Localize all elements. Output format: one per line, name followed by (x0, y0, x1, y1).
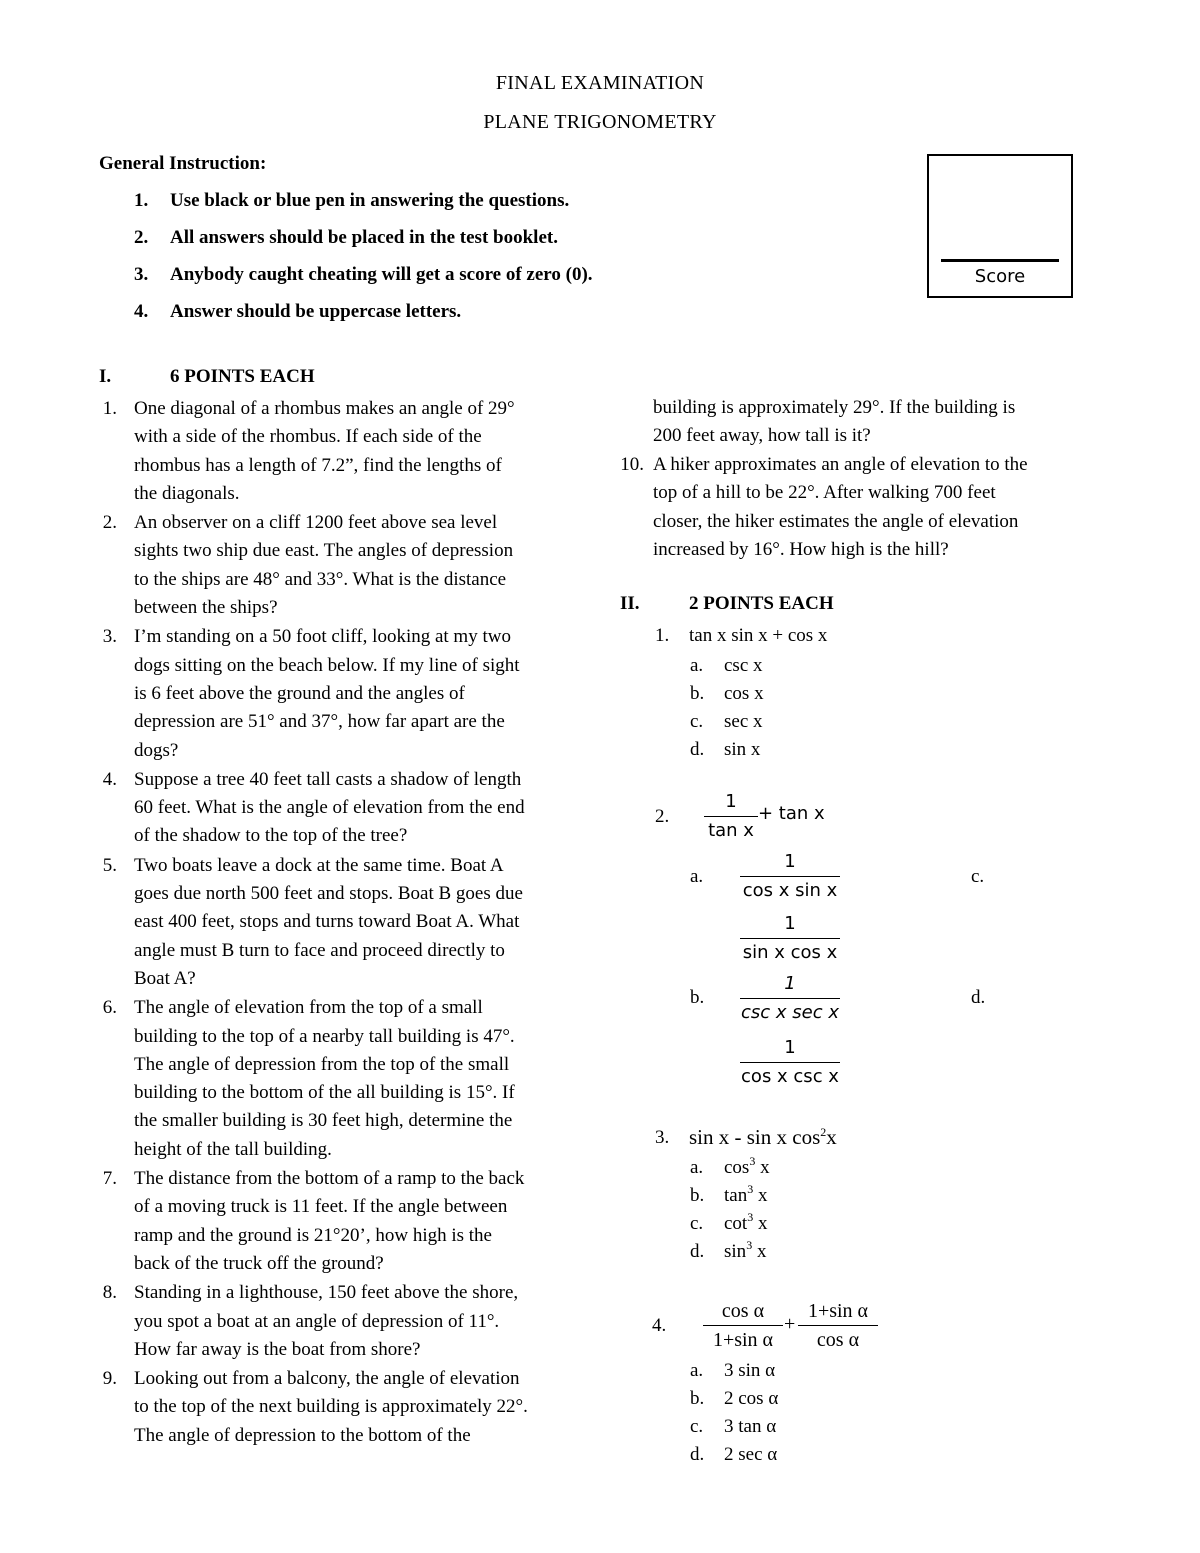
option-text: 2 sec α (724, 1444, 778, 1465)
question-line: The angle of depression from the top of the small (134, 1053, 510, 1075)
question-line: One diagonal of a rhombus makes an angle of 29° (134, 398, 515, 419)
option-label: a. (690, 866, 704, 887)
question-number: 5. (102, 854, 117, 876)
fraction-denominator: sin x cos x (742, 942, 838, 963)
instruction-text: Anybody caught cheating will get a score of zero (0). (170, 264, 593, 285)
question-line: height of the tall building. (134, 1138, 332, 1160)
fraction-1-plus-sin-over-cos (798, 1297, 878, 1354)
fraction-numerator: 1+sin α (807, 1300, 869, 1322)
question-line: A hiker approximates an angle of elevation to the (653, 454, 1028, 475)
question-line: 60 feet. What is the angle of elevation from the end (134, 797, 525, 819)
question-line: of the shadow to the top of the tree? (134, 825, 408, 847)
question-line: 200 feet away, how tall is it? (653, 425, 871, 447)
option-label: c. (971, 866, 985, 887)
expression-variable: x (826, 1125, 837, 1149)
option-text: sin x (724, 739, 761, 760)
option-base: sin (724, 1241, 747, 1262)
question-line: back of the truck off the ground? (134, 1252, 384, 1274)
question-line: sights two ship due east. The angles of depression (134, 540, 514, 562)
option-label: c. (690, 711, 704, 732)
instruction-text: All answers should be placed in the test booklet. (170, 227, 558, 248)
question-line: to the top of the next building is approximately 22°. (134, 1396, 528, 1418)
fraction-cos-over-1-plus-sin (703, 1297, 783, 1354)
option-label: d. (971, 987, 986, 1008)
fraction-numerator: 1 (784, 973, 796, 994)
option-text: cos x (724, 683, 764, 704)
mc-question-number: 2. (655, 806, 670, 827)
mc-question-number: 4. (652, 1315, 667, 1336)
question-9-continued (653, 394, 1015, 451)
expression-plus-tan: + tan x (758, 803, 825, 824)
question-number: 10. (620, 454, 644, 475)
option-text: sec x (724, 711, 763, 732)
question-line: the smaller building is 30 feet high, determine the (134, 1110, 513, 1132)
question-number: 4. (102, 768, 117, 790)
question-line: closer, the hiker estimates the angle of elevation (653, 510, 1019, 532)
question-line: Looking out from a balcony, the angle of elevation (134, 1368, 520, 1390)
question-line: top of a hill to be 22°. After walking 700 feet (653, 482, 996, 504)
question-line: of a moving truck is 11 feet. If the angle between (134, 1196, 508, 1218)
fraction-numerator: 1 (784, 913, 796, 934)
option-label: b. (690, 987, 705, 1008)
option-label: c. (690, 1213, 704, 1234)
question-line: angle must B turn to face and proceed directly to (134, 939, 505, 961)
mc-question-expression: tan x sin x + cos x (689, 625, 828, 646)
option-fraction (740, 970, 840, 1027)
question-line: Boat A? (134, 967, 196, 989)
option-base: tan (724, 1185, 748, 1206)
question-line: the diagonals. (134, 482, 240, 504)
option-text: csc x (724, 655, 763, 676)
part1-number: I. (99, 366, 112, 387)
fraction-denominator: 1+sin α (712, 1329, 774, 1351)
option-base: cot (724, 1213, 748, 1234)
option-label: a. (690, 1360, 704, 1381)
fraction-denominator: cos x csc x (741, 1066, 839, 1087)
fraction-numerator: 1 (725, 791, 737, 812)
score-box[interactable] (927, 154, 1073, 298)
question-line: dogs? (134, 739, 179, 761)
exponent: 3 (747, 1210, 754, 1224)
fraction-numerator: 1 (784, 1037, 796, 1058)
score-line (941, 259, 1059, 262)
question-line: to the ships are 48° and 33°. What is the distance (134, 568, 507, 590)
instruction-text: Answer should be uppercase letters. (170, 301, 462, 322)
question-line: ramp and the ground is 21°20’, how high is the (134, 1224, 492, 1246)
question-line: rhombus has a length of 7.2”, find the lengths of (134, 454, 502, 476)
fraction-numerator: 1 (784, 851, 796, 872)
instruction-text: Use black or blue pen in answering the questions. (170, 190, 570, 211)
option-text (724, 1210, 768, 1235)
exam-title: FINAL EXAMINATION (495, 72, 705, 94)
exam-subject: PLANE TRIGONOMETRY (483, 111, 717, 133)
option-variable: x (760, 1157, 770, 1178)
question-line: building to the bottom of the all building is 15°. If (134, 1082, 515, 1104)
question-number: 1. (102, 398, 117, 419)
mc-question-number: 1. (655, 625, 670, 646)
score-label: Score (974, 266, 1026, 287)
fraction-denominator: tan x (708, 820, 754, 841)
part1-title: 6 POINTS EACH (170, 366, 315, 387)
option-variable: x (757, 1213, 768, 1234)
exponent: 2 (820, 1125, 827, 1139)
option-label: d. (690, 1444, 705, 1465)
question-number: 3. (102, 626, 117, 648)
option-label: b. (690, 1388, 705, 1409)
exponent: 3 (746, 1238, 753, 1252)
mc-question-number: 3. (655, 1127, 670, 1148)
question-line: is 6 feet above the ground and the angles of (134, 682, 465, 704)
option-fraction (740, 910, 840, 967)
instruction-number: 4. (134, 301, 149, 322)
fraction-denominator: cos x sin x (742, 880, 838, 901)
instruction-number: 2. (134, 227, 149, 248)
fraction-denominator: csc x sec x (741, 1002, 839, 1023)
option-label: c. (690, 1416, 704, 1437)
question-line: The angle of depression to the bottom of the (134, 1424, 471, 1446)
question-line: The angle of elevation from the top of a small (134, 997, 483, 1019)
option-text (724, 1182, 768, 1207)
question-line: east 400 feet, stops and turns toward Boat A. What (134, 911, 520, 933)
question-number: 7. (102, 1168, 117, 1190)
option-text (724, 1154, 770, 1179)
question-line: you spot a boat at an angle of depression of 11°. (134, 1310, 500, 1332)
question-line: I’m standing on a 50 foot cliff, looking at my two (134, 626, 511, 648)
question-line: building to the top of a nearby tall building is 47°. (134, 1025, 515, 1047)
question-line: depression are 51° and 37°, how far apart are the (134, 711, 505, 733)
option-label: d. (690, 1241, 705, 1262)
option-label: b. (690, 683, 705, 704)
fraction-one-over-tan (704, 788, 758, 845)
option-label: d. (690, 739, 705, 760)
option-fraction (740, 1034, 840, 1091)
question-line: building is approximately 29°. If the building is (653, 397, 1016, 418)
instruction-number: 1. (134, 190, 149, 211)
option-variable: x (757, 1185, 768, 1206)
option-fraction (740, 848, 840, 905)
question-line: Standing in a lighthouse, 150 feet above the shore, (134, 1282, 519, 1304)
question-number: 6. (102, 997, 117, 1019)
part2-title: 2 POINTS EACH (689, 593, 834, 614)
question-line: How far away is the boat from shore? (134, 1338, 421, 1360)
option-text (724, 1238, 767, 1263)
question-line: increased by 16°. How high is the hill? (653, 538, 949, 560)
question-number: 2. (102, 512, 117, 534)
question-line: The distance from the bottom of a ramp to the back (134, 1168, 525, 1190)
exponent: 3 (749, 1154, 756, 1168)
option-text: 3 tan α (724, 1416, 777, 1437)
question-line: dogs sitting on the beach below. If my line of sight (134, 654, 520, 676)
option-variable: x (756, 1241, 767, 1262)
instruction-number: 3. (134, 264, 149, 285)
expression-text: sin x - sin x cos (689, 1125, 821, 1149)
question-number: 8. (102, 1282, 117, 1304)
question-line: Suppose a tree 40 feet tall casts a shadow of length (134, 768, 522, 790)
exponent: 3 (747, 1182, 754, 1196)
fraction-numerator: cos α (721, 1300, 765, 1322)
question-line: with a side of the rhombus. If each side of the (134, 426, 482, 448)
question-line: An observer on a cliff 1200 feet above sea level (134, 512, 498, 534)
question-number: 9. (102, 1368, 117, 1390)
instructions-heading: General Instruction: (99, 153, 267, 174)
option-label: a. (690, 655, 704, 676)
part2-number: II. (620, 593, 640, 614)
mc-question-expression (689, 1125, 837, 1150)
option-text: 2 cos α (724, 1388, 779, 1409)
question-line: goes due north 500 feet and stops. Boat B goes due (134, 883, 523, 905)
question-line: between the ships? (134, 597, 278, 619)
option-label: a. (690, 1157, 704, 1178)
option-label: b. (690, 1185, 705, 1206)
question-line: Two boats leave a dock at the same time. Boat A (134, 854, 504, 876)
fraction-denominator: cos α (816, 1329, 860, 1351)
option-base: cos (724, 1157, 750, 1178)
option-text: 3 sin α (724, 1360, 776, 1381)
plus-sign: + (784, 1313, 796, 1335)
